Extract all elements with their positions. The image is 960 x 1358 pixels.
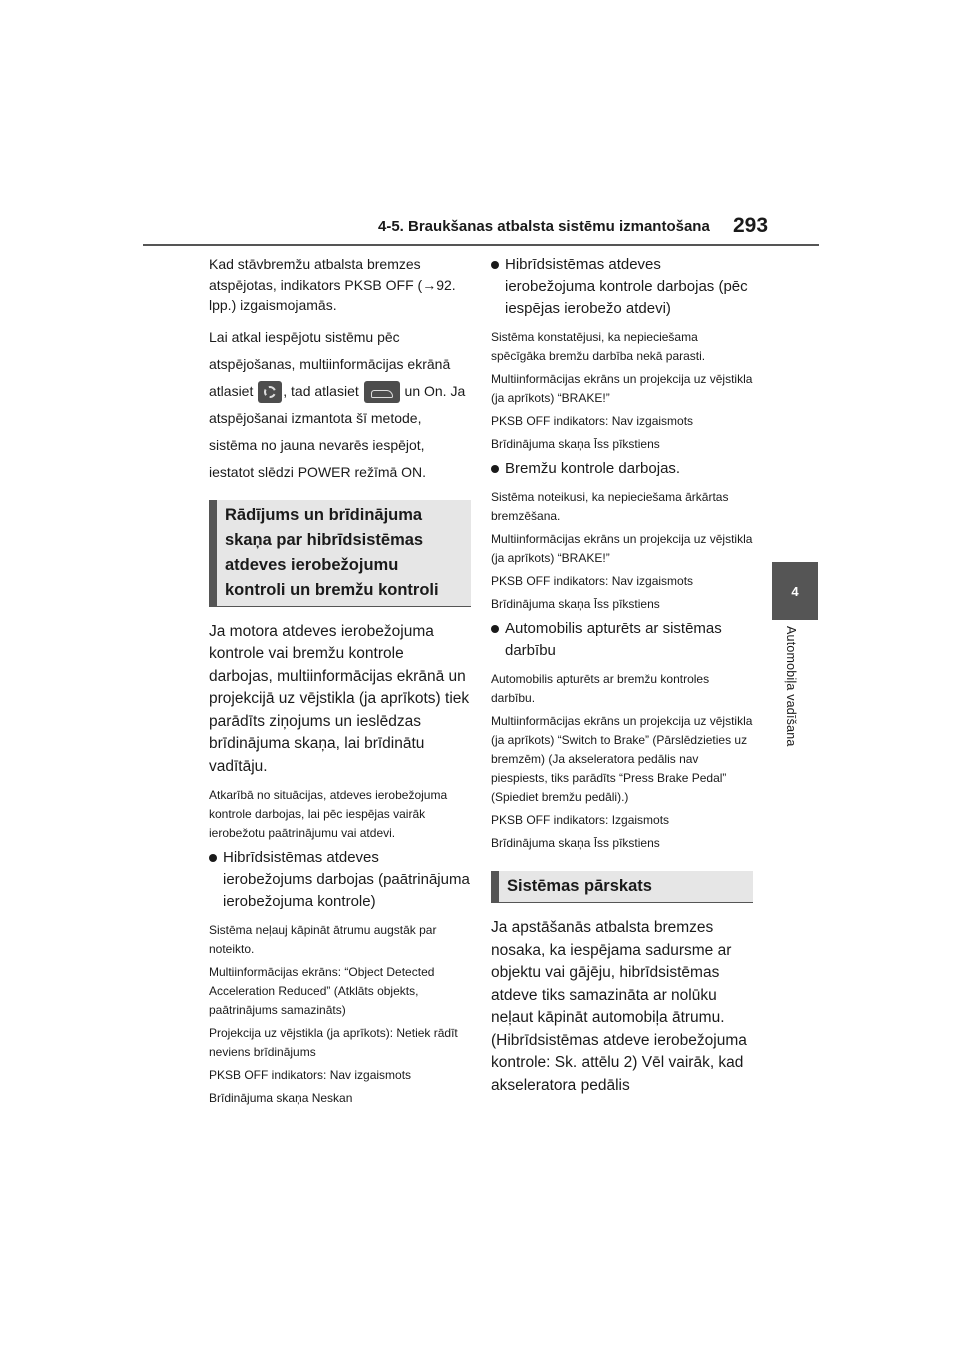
detail-line: Multiinformācijas ekrāns: “Object Detected Acceleration Reduced” (Atklāts objekts, paātrinājums samazināts) (209, 965, 435, 1017)
bullet-dot-icon (491, 458, 505, 480)
pre-collision-car-icon (364, 381, 400, 403)
paragraph: Ja motora atdeves ierobežojuma kontrole vai bremžu kontrole darbojas, multiinformācijas ekrānā un projekcijā uz vējstikla (ja aprīkots) tiek parādīts ziņojums un ieslēdzas brīdinājuma skaņa, lai brīdinātu vadītāju. (209, 622, 470, 775)
text-span: un On. Ja atspējošanai izmantota šī metode, sistēma no jauna nevarēs iespējot, iestatot slēdzi POWER režīmā ON. (209, 382, 466, 480)
paragraph: Ja apstāšanās atbalsta bremzes nosaka, ka iespējama sadursme ar objektu vai gājēju, hibrīdsistēmas atdeve tiks samazināta ar nolūku neļaut kāpināt automobiļa ātrumu. (Hibrīdsistēmas atdeve ierobežojuma kontrole: Sk. attēlu 2) Vēl vairāk, kad akseleratora pedālis (491, 919, 747, 1094)
bullet-text: Bremžu kontrole darbojas. (505, 460, 681, 477)
detail-line: PKSB OFF indikators: Izgaismots (491, 813, 670, 827)
bullet-item (491, 458, 753, 480)
chapter-label: Automobiļa vadīšana (784, 626, 798, 747)
header-divider (143, 244, 819, 246)
detail-line: Brīdinājuma skaņa Īss pīkstiens (491, 437, 660, 451)
text-span: , tad atlasiet (283, 382, 363, 399)
detail-line: Projekcija uz vējstikla (ja aprīkots): Netiek rādīt neviens brīdinājums (209, 1026, 458, 1059)
section-title: 4-5. Braukšanas atbalsta sistēmu izmantošana (378, 218, 710, 235)
bullet-dot-icon (491, 618, 505, 662)
detail-line: Multiinformācijas ekrāns un projekcija uz vējstikla (ja aprīkots) “BRAKE!” (491, 372, 753, 405)
section-heading: Sistēmas pārskats (491, 871, 753, 903)
detail-line: PKSB OFF indikators: Nav izgaismots (491, 414, 694, 428)
detail-line: Sistēma noteikusi, ka nepieciešama ārkārtas bremzēšana. (491, 490, 729, 523)
detail-line: PKSB OFF indikators: Nav izgaismots (491, 574, 694, 588)
paragraph: Kad stāvbremžu atbalsta bremzes atspējotas, indikators PKSB OFF (→92. lpp.) izgaismojamās. (209, 256, 456, 313)
detail-line: PKSB OFF indikators: Nav izgaismots (209, 1068, 412, 1082)
bullet-dot-icon (491, 254, 505, 320)
detail-line: Automobilis apturēts ar bremžu kontroles darbību. (491, 672, 710, 705)
paragraph: Atkarībā no situācijas, atdeves ierobežojuma kontrole darbojas, lai pēc iespējas vairāk ierobežotu paātrinājumu vai atdevi. (209, 788, 448, 840)
bullet-item (491, 618, 753, 662)
bullet-text: Hibrīdsistēmas atdeves ierobežojuma kontrole darbojas (pēc iespējas ierobežo atdevi) (505, 256, 748, 317)
bullet-text: Automobilis apturēts ar sistēmas darbību (505, 620, 722, 659)
settings-gear-icon (258, 381, 282, 403)
paragraph (209, 324, 471, 486)
page-number: 293 (733, 214, 769, 237)
left-column (209, 254, 471, 1112)
detail-line: Sistēma neļauj kāpināt ātrumu augstāk par noteikto. (209, 923, 437, 956)
detail-line: Brīdinājuma skaņa Neskan (209, 1091, 353, 1105)
bullet-item (491, 254, 753, 320)
section-heading: Rādījums un brīdinājuma skaņa par hibrīdsistēmas atdeves ierobežojumu kontroli un bremžu kontroli (209, 500, 471, 607)
detail-line: Brīdinājuma skaņa Īss pīkstiens (491, 597, 660, 611)
chapter-tab: 4 (772, 562, 818, 620)
right-column (491, 254, 753, 1105)
bullet-text: Hibrīdsistēmas atdeves ierobežojums darbojas (paātrinājuma ierobežojuma kontrole) (223, 849, 470, 910)
bullet-item (209, 847, 471, 913)
detail-line: Multiinformācijas ekrāns un projekcija uz vējstikla (ja aprīkots) “Switch to Brake” (Pārslēdzieties uz bremzēm) (Ja akseleratora pedālis nav piespiests, tiks parādīts “Press Brake Pedal” (Spiediet bremžu pedāli).) (491, 714, 753, 804)
detail-line: Brīdinājuma skaņa Īss pīkstiens (491, 836, 660, 850)
detail-line: Multiinformācijas ekrāns un projekcija uz vējstikla (ja aprīkots) “BRAKE!” (491, 532, 753, 565)
detail-line: Sistēma konstatējusi, ka nepieciešama spēcīgāka bremžu darbība nekā parasti. (491, 330, 706, 363)
bullet-dot-icon (209, 847, 223, 913)
text-span: Lai atkal iespējotu sistēmu pēc atspējošanas, multiinformācijas ekrānā atlasiet (209, 328, 451, 399)
